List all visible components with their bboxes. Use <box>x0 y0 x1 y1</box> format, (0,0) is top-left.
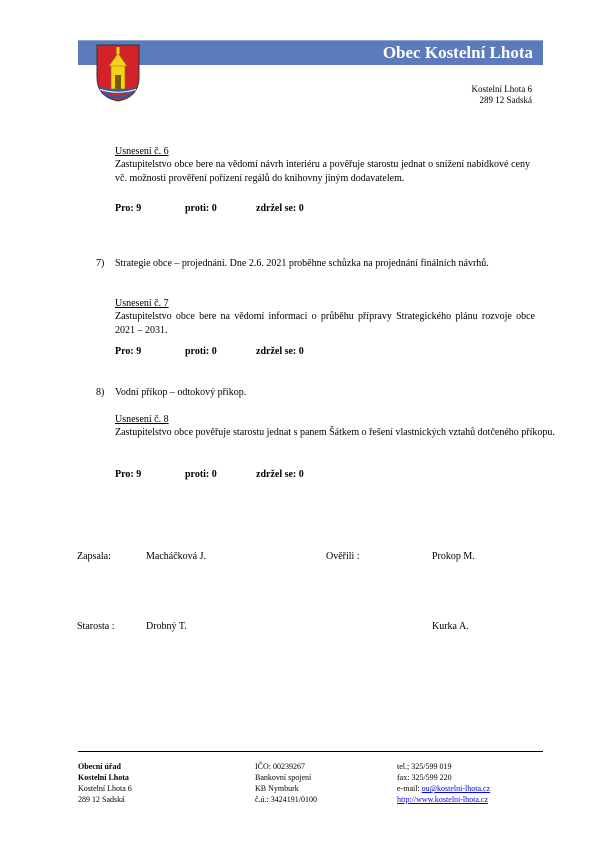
verified-by-label: Ověřili : <box>326 551 360 562</box>
resolution-8-text: Zastupitelstvo obce pověřuje starostu jednat s panem Šátkem o řešení vlastnických vztahů dotčeného příkopu. <box>115 427 555 438</box>
recorded-by-name: Macháčková J. <box>146 551 206 562</box>
footer-account: č.ú.: 3424191/0100 <box>255 795 317 804</box>
footer-bank-name: KB Nymburk <box>255 784 299 793</box>
item-7-text: Strategie obce – projednání. Dne 2.6. 2021 proběhne schůzka na projednání finálních návrhů. <box>115 258 489 269</box>
footer-phone: tel.; 325/599 019 <box>397 762 452 771</box>
vote-6-zdrzel: zdržel se: 0 <box>256 203 304 214</box>
vote-7-proti: proti: 0 <box>185 346 217 357</box>
mayor-name: Drobný T. <box>146 621 187 632</box>
vote-6-proti: proti: 0 <box>185 203 217 214</box>
recorded-by-label: Zapsala: <box>77 551 111 562</box>
header-bar <box>78 40 543 65</box>
footer-website-link[interactable]: http://www.kostelni-lhota.cz <box>397 795 489 804</box>
resolution-8-label: Usnesení č. 8 <box>115 414 169 425</box>
footer-ico: IČO: 00239267 <box>255 762 305 771</box>
footer-postcode: 289 12 Sadská <box>78 795 125 804</box>
vote-6-pro: Pro: 9 <box>115 203 142 214</box>
item-8-number: 8) <box>96 387 105 398</box>
footer-divider <box>78 751 543 752</box>
item-8-text: Vodní příkop – odtokový příkop. <box>115 387 247 398</box>
footer-village: Kostelní Lhota <box>78 773 129 782</box>
vote-7-pro: Pro: 9 <box>115 346 142 357</box>
footer-email-row <box>397 783 490 794</box>
coat-of-arms-icon <box>95 43 141 103</box>
resolution-7-label: Usnesení č. 7 <box>115 298 169 309</box>
footer-fax: fax: 325/599 220 <box>397 773 452 782</box>
footer-bank-label: Bankovní spojení <box>255 773 312 782</box>
mayor-label: Starosta : <box>77 621 115 632</box>
vote-8-pro: Pro: 9 <box>115 469 142 480</box>
vote-8-zdrzel: zdržel se: 0 <box>256 469 304 480</box>
resolution-6-text: Zastupitelstvo obce bere na vědomí návrh interiéru a pověřuje starostu jednat o snížení nabídkové ceny vč. možnosti prověření pořízení regálů do knihovny jiným dodavatelem. <box>115 159 530 184</box>
resolution-7-text: Zastupitelstvo obce bere na vědomí informaci o průběhu přípravy Strategického plánu rozvoje obce 2021 – 2031. <box>115 311 535 336</box>
vote-8-proti: proti: 0 <box>185 469 217 480</box>
address-line-1: Kostelní Lhota 6 <box>471 84 532 94</box>
footer-street: Kostelní Lhota 6 <box>78 784 132 793</box>
vote-7-zdrzel: zdržel se: 0 <box>256 346 304 357</box>
footer-office: Obecní úřad <box>78 762 121 771</box>
verifier-1-name: Prokop M. <box>432 551 475 562</box>
resolution-6-label: Usnesení č. 6 <box>115 146 169 157</box>
address-line-2: 289 12 Sadská <box>479 95 532 105</box>
item-7-number: 7) <box>96 258 105 269</box>
municipality-title: Obec Kostelní Lhota <box>382 43 533 62</box>
footer-email-link[interactable]: ou@kostelni-lhota.cz <box>421 784 491 793</box>
verifier-2-name: Kurka A. <box>432 621 469 632</box>
footer-email-label: e-mail: <box>397 784 422 793</box>
